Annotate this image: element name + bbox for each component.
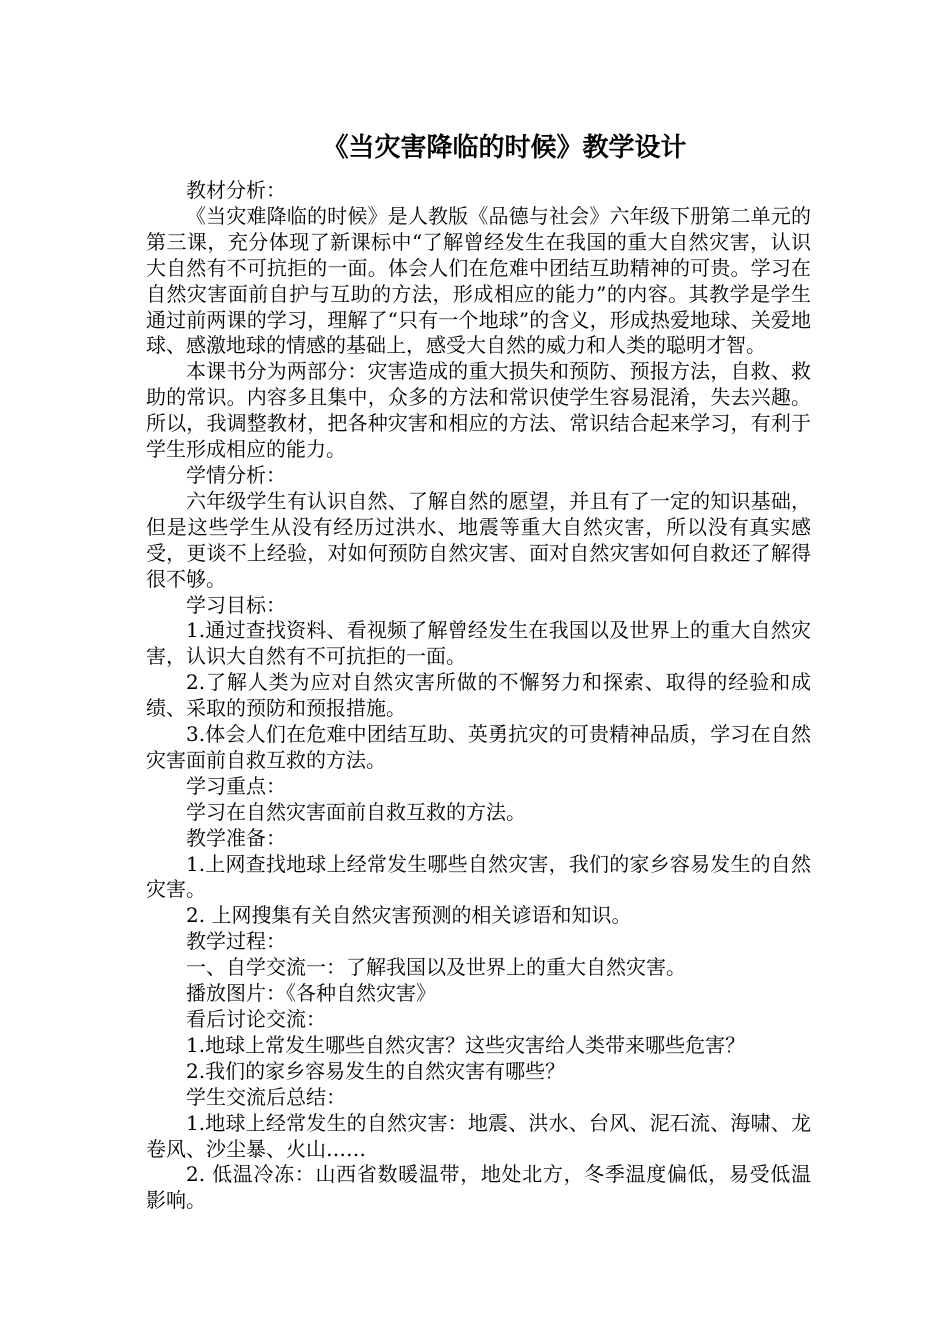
paragraph: 学习重点： — [186, 773, 286, 798]
paragraph: 六年级学生有认识自然、了解自然的愿望，并且有了一定的知识基础，但是这些学生从没有经历过洪水、地震等重大自然灾害，所以没有真实感受，更谈不上经验，对如何预防自然灾害、面对自然灾害如何自救还了解得很不够。 — [146, 488, 811, 591]
paragraph: 1.通过查找资料、看视频了解曾经发生在我国以及世界上的重大自然灾害，认识大自然有不可抗拒的一面。 — [146, 618, 811, 669]
paragraph: 2. 上网搜集有关自然灾害预测的相关谚语和知识。 — [186, 903, 632, 928]
document-body — [146, 178, 811, 1214]
paragraph: 一、自学交流一：了解我国以及世界上的重大自然灾害。 — [186, 955, 686, 980]
paragraph: 教学准备： — [186, 825, 286, 850]
paragraph: 1.上网查找地球上经常发生哪些自然灾害，我们的家乡容易发生的自然灾害。 — [146, 851, 811, 902]
paragraph: 3.体会人们在危难中团结互助、英勇抗灾的可贵精神品质，学习在自然灾害面前自救互救的方法。 — [146, 722, 811, 772]
paragraph: 播放图片：《各种自然灾害》 — [186, 981, 436, 1006]
paragraph: 本课书分为两部分：灾害造成的重大损失和预防、预报方法，自救、救助的常识。内容多且集中，众多的方法和常识使学生容易混淆，失去兴趣。所以，我调整教材，把各种灾害和相应的方法、常识结合起来学习，有利于学生形成相应的能力。 — [146, 359, 811, 462]
paragraph: 教学过程： — [186, 929, 286, 954]
document-page — [146, 128, 811, 1214]
paragraph: 《当灾难降临的时候》是人教版《品德与社会》六年级下册第二单元的第三课，充分体现了新课标中“了解曾经发生在我国的重大自然灾害，认识大自然有不可抗拒的一面。体会人们在危难中团结互助精神的可贵。学习在自然灾害面前自护与互助的方法，形成相应的能力”的内容。其教学是学生通过前两课的学习，理解了“只有一个地球”的含义，形成热爱地球、关爱地球、感激地球的情感的基础上，感受大自然的威力和人类的聪明才智。 — [146, 203, 811, 358]
paragraph: 1.地球上常发生哪些自然灾害？这些灾害给人类带来哪些危害？ — [186, 1032, 746, 1057]
paragraph: 学习目标： — [186, 592, 286, 617]
paragraph: 2.我们的家乡容易发生的自然灾害有哪些？ — [186, 1058, 566, 1083]
document-title: 《当灾害降临的时候》教学设计 — [322, 133, 687, 163]
paragraph: 学情分析： — [186, 462, 286, 487]
paragraph: 1.地球上经常发生的自然灾害：地震、洪水、台风、泥石流、海啸、龙卷风、沙尘暴、火山…… — [146, 1110, 811, 1161]
paragraph: 教材分析： — [186, 178, 286, 202]
paragraph: 看后讨论交流： — [186, 1007, 326, 1031]
paragraph: 学生交流后总结： — [186, 1084, 346, 1109]
paragraph: 学习在自然灾害面前自救互救的方法。 — [186, 799, 526, 824]
paragraph: 2. 低温冷冻：山西省数暖温带，地处北方，冬季温度偏低，易受低温影响。 — [146, 1162, 811, 1213]
paragraph: 2.了解人类为应对自然灾害所做的不懈努力和探索、取得的经验和成绩、采取的预防和预报措施。 — [146, 670, 811, 721]
